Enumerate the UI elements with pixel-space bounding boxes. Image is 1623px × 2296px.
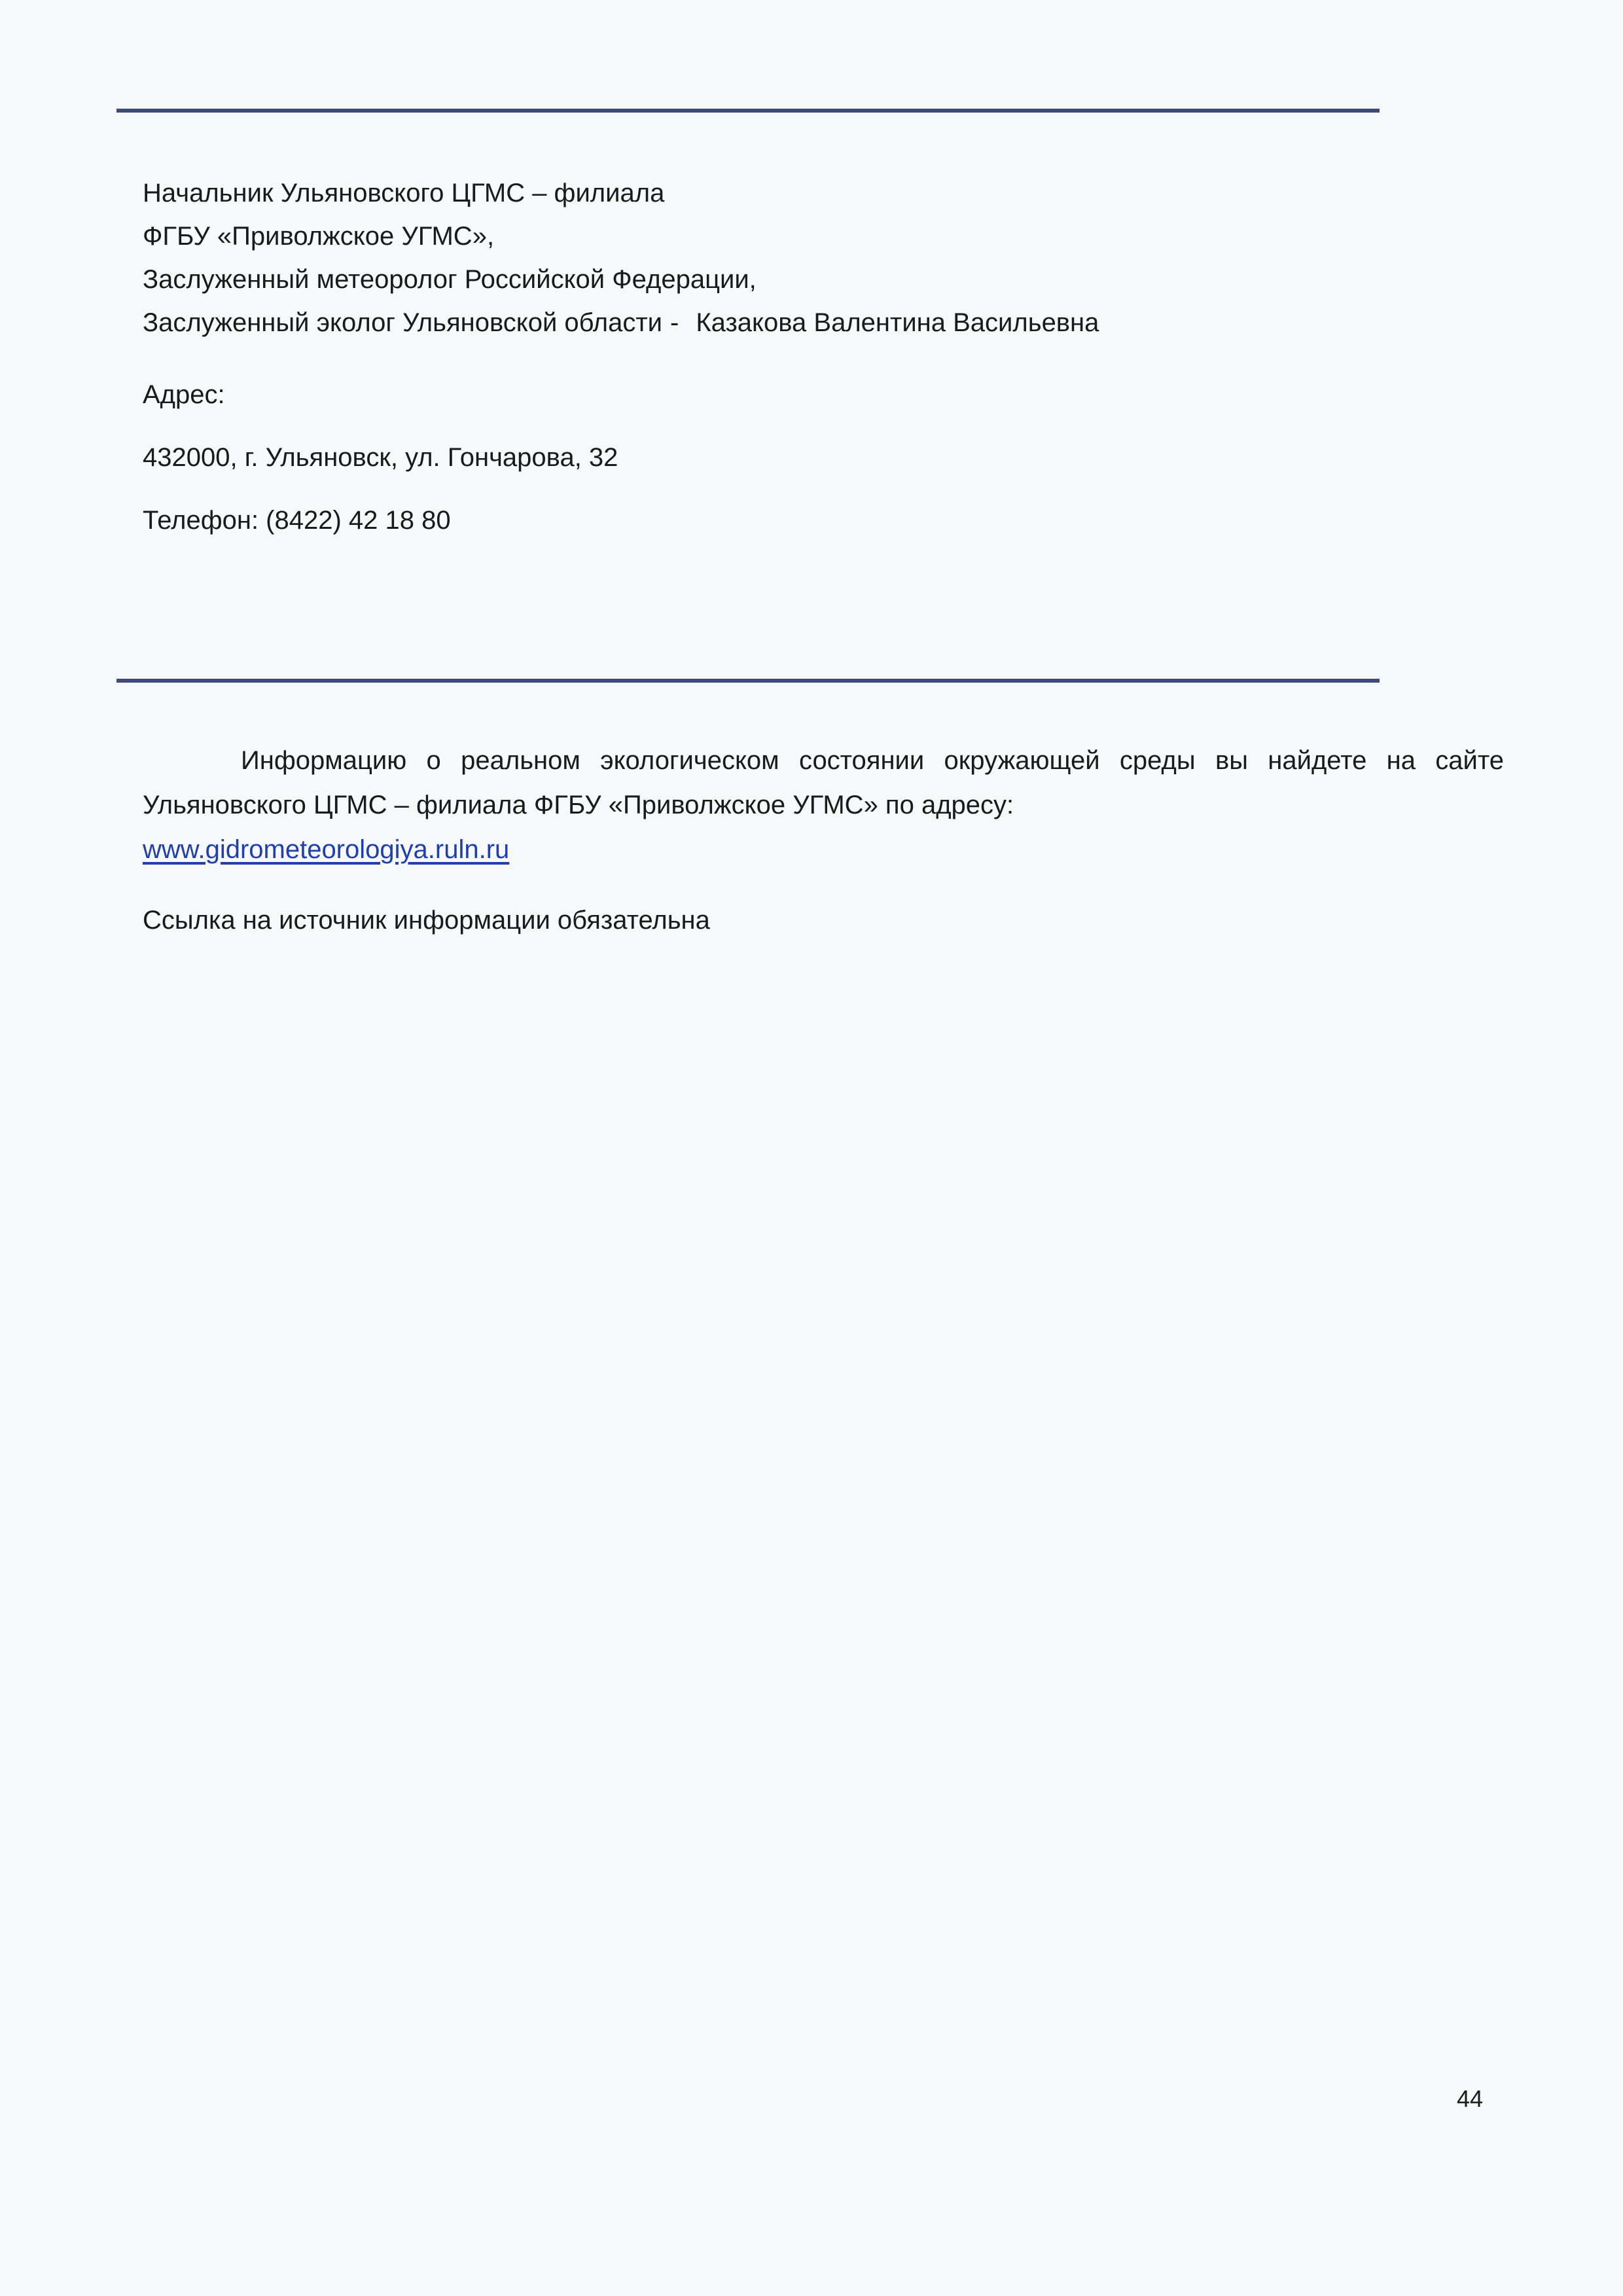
- position-line-1: Начальник Ульяновского ЦГМС – филиала: [143, 179, 665, 207]
- info-block: [143, 738, 1504, 942]
- honorary-title-line-1: Заслуженный метеоролог Российской Федерации,: [143, 265, 757, 294]
- title-dash: -: [670, 308, 679, 337]
- head-name: Казакова Валентина Васильевна: [696, 308, 1099, 337]
- info-paragraph: Информацию о реальном экологическом состоянии окружающей среды вы найдете на сайте Ульяновского ЦГМС – филиала ФГБУ «Приволжское УГМС» по адресу:: [143, 746, 1504, 819]
- address-label: Адрес:: [143, 380, 225, 409]
- contact-block: [143, 171, 1373, 542]
- website-link[interactable]: www.gidrometeorologiya.ruln.ru: [143, 835, 510, 864]
- page-number: 44: [1457, 2085, 1484, 2112]
- address-value: 432000, г. Ульяновск, ул. Гончарова, 32: [143, 443, 618, 472]
- top-divider: [116, 109, 1380, 113]
- middle-divider: [116, 679, 1380, 683]
- position-line-2: ФГБУ «Приволжское УГМС»,: [143, 222, 495, 251]
- phone-line: Телефон: (8422) 42 18 80: [143, 506, 451, 535]
- honorary-title: Заслуженный эколог Ульяновской области: [143, 308, 663, 337]
- source-note: Ссылка на источник информации обязательна: [143, 906, 710, 935]
- honorary-title-line-2: [143, 301, 1373, 344]
